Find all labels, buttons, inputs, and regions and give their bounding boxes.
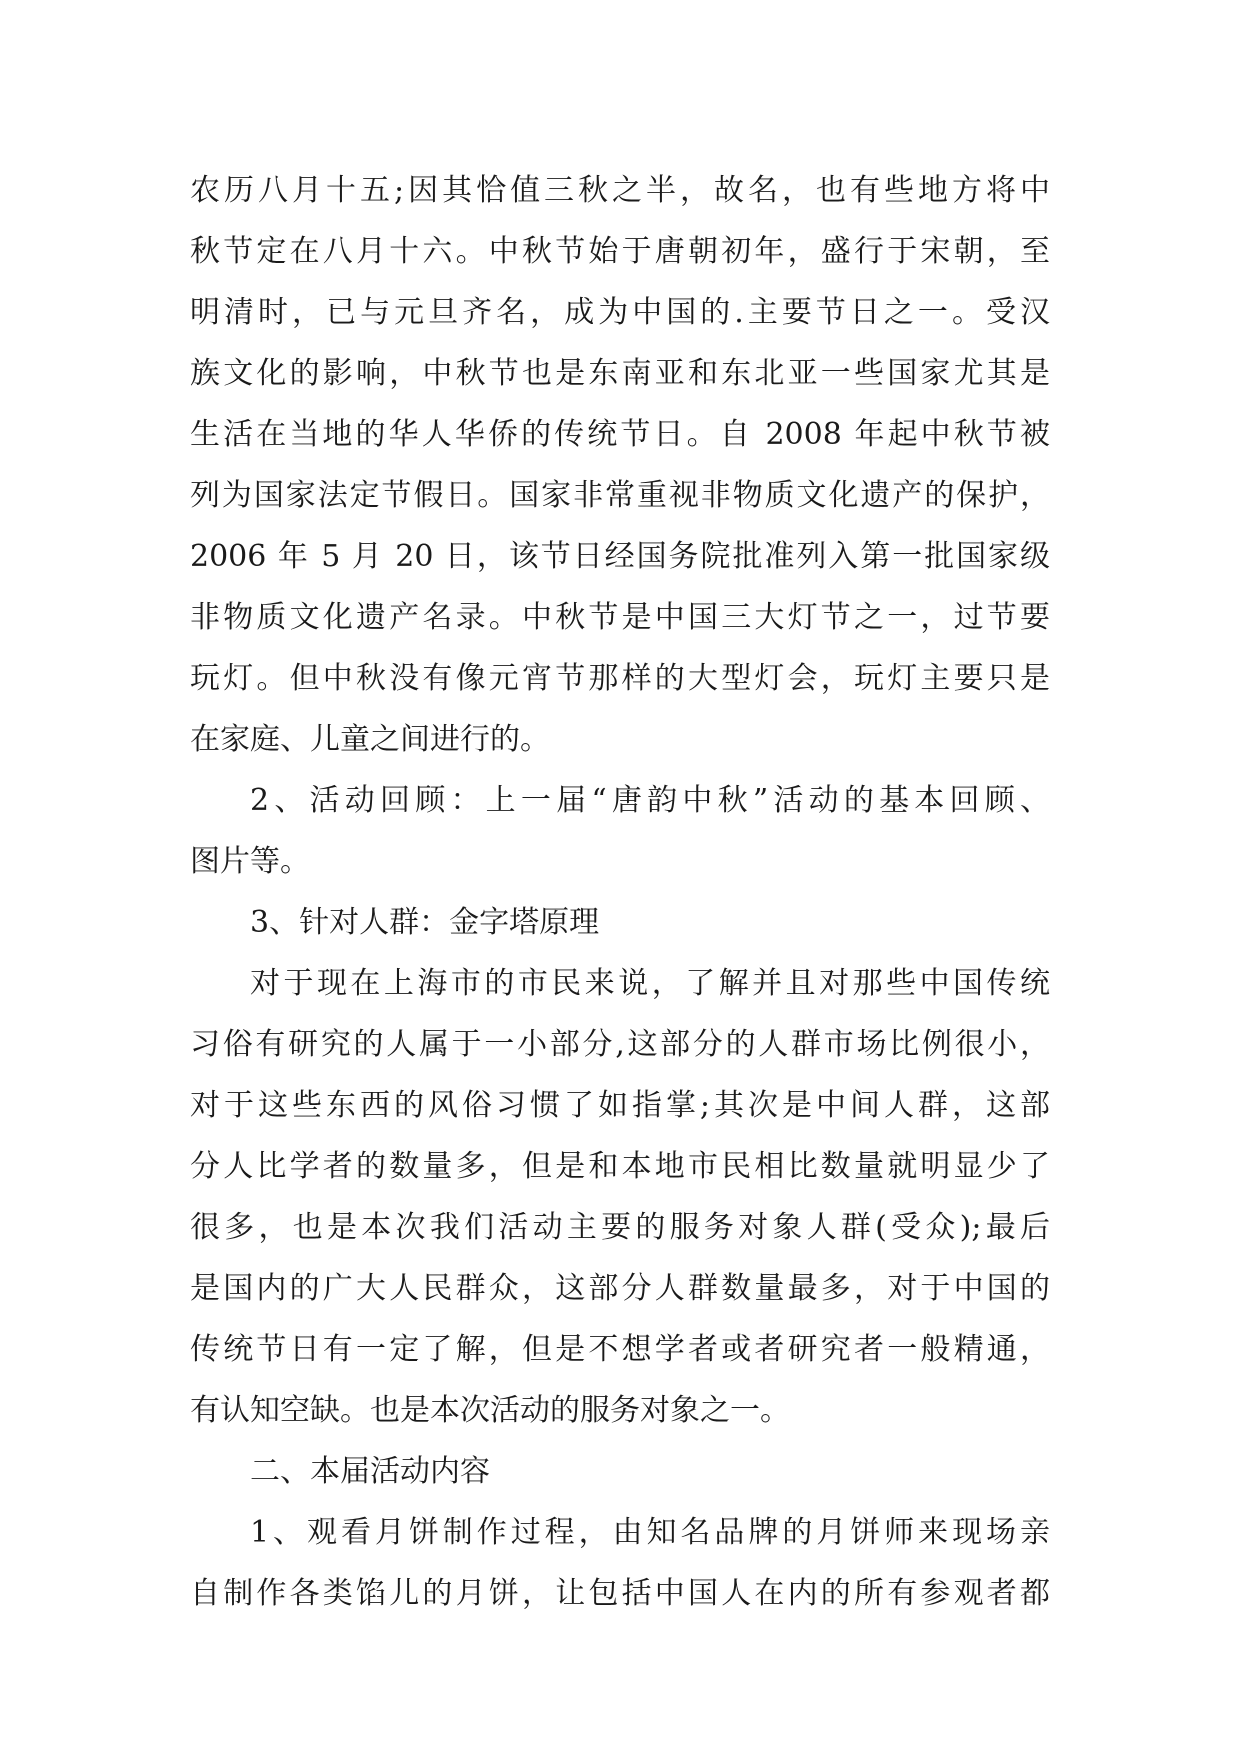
- text-line: 2、活动回顾：上一届“唐韵中秋”活动的基本回顾、: [250, 783, 1050, 818]
- text-line: 玩灯。但中秋没有像元宵节那样的大型灯会，玩灯主要只是: [190, 661, 1050, 696]
- text-line: 很多，也是本次我们活动主要的服务对象人群(受众);最后: [190, 1210, 1050, 1245]
- text-line: 农历八月十五;因其恰值三秋之半，故名，也有些地方将中: [190, 173, 1050, 208]
- text-line: 族文化的影响，中秋节也是东南亚和东北亚一些国家尤其是: [190, 356, 1050, 391]
- text-line: 在家庭、儿童之间进行的。: [190, 722, 550, 757]
- text-line: 自制作各类馅儿的月饼，让包括中国人在内的所有参观者都: [190, 1576, 1050, 1611]
- text-line: 列为国家法定节假日。国家非常重视非物质文化遗产的保护，: [190, 478, 1050, 513]
- text-line: 生活在当地的华人华侨的传统节日。自 2008 年起中秋节被: [190, 417, 1050, 452]
- text-line: 习俗有研究的人属于一小部分,这部分的人群市场比例很小，: [190, 1027, 1050, 1062]
- text-line: 是国内的广大人民群众，这部分人群数量最多，对于中国的: [190, 1271, 1050, 1306]
- text-line: 非物质文化遗产名录。中秋节是中国三大灯节之一，过节要: [190, 600, 1050, 635]
- text-line: 二、本届活动内容: [250, 1454, 490, 1489]
- text-line: 对于这些东西的风俗习惯了如指掌;其次是中间人群，这部: [190, 1088, 1050, 1123]
- text-line: 传统节日有一定了解，但是不想学者或者研究者一般精通，: [190, 1332, 1050, 1367]
- text-line: 有认知空缺。也是本次活动的服务对象之一。: [190, 1393, 790, 1428]
- text-line: 2006 年 5 月 20 日，该节日经国务院批准列入第一批国家级: [190, 539, 1050, 574]
- text-line: 分人比学者的数量多，但是和本地市民相比数量就明显少了: [190, 1149, 1050, 1184]
- text-line: 图片等。: [190, 844, 310, 879]
- text-line: 1、观看月饼制作过程，由知名品牌的月饼师来现场亲: [250, 1515, 1050, 1550]
- text-line: 3、针对人群：金字塔原理: [250, 905, 600, 940]
- text-line: 对于现在上海市的市民来说，了解并且对那些中国传统: [250, 966, 1050, 1001]
- text-line: 秋节定在八月十六。中秋节始于唐朝初年，盛行于宋朝，至: [190, 234, 1050, 269]
- text-line: 明清时，已与元旦齐名，成为中国的.主要节日之一。受汉: [190, 295, 1050, 330]
- document-body: [190, 160, 1050, 1624]
